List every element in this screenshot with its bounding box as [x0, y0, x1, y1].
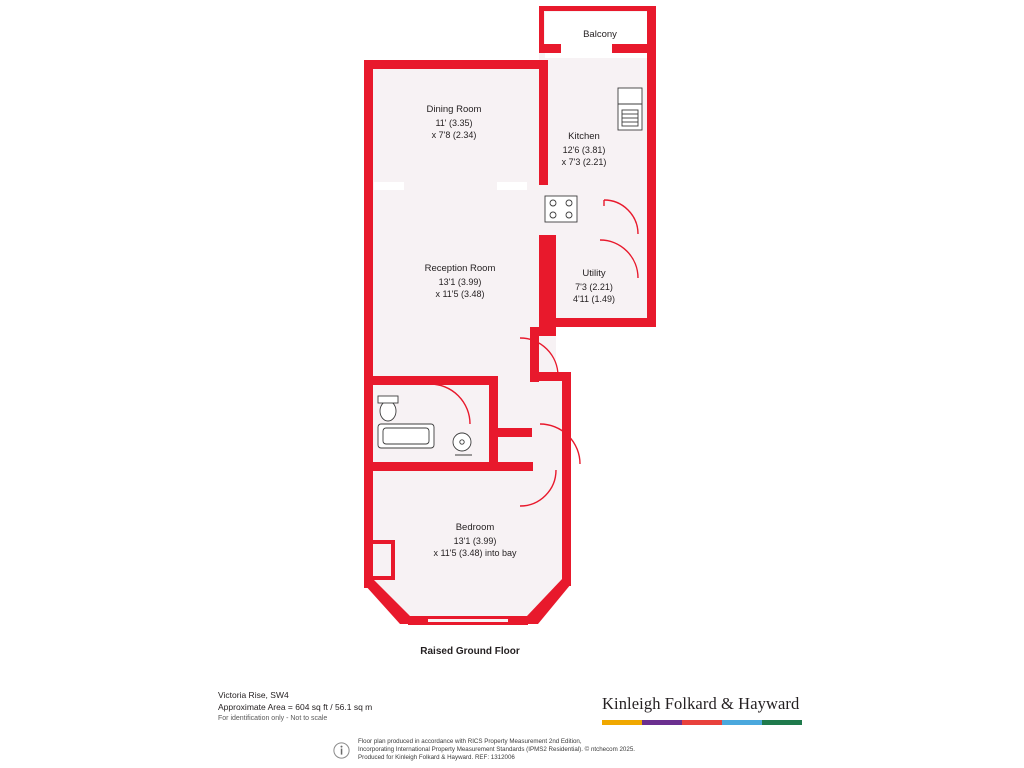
room-dimension-imperial: 11' (3.35)	[435, 117, 473, 128]
brand-color-bars	[602, 720, 802, 725]
brand-bar-5	[762, 720, 802, 725]
room-dimension-metric: x 7'3 (2.21)	[561, 157, 607, 167]
balcony-label: Balcony	[583, 29, 617, 40]
floor-title: Raised Ground Floor	[420, 646, 520, 657]
brand-bar-1	[602, 720, 642, 725]
brand-name: Kinleigh Folkard & Hayward	[602, 694, 800, 713]
room-label-bedroom	[405, 522, 545, 560]
room-dimension-metric: x 11'5 (3.48)	[435, 289, 485, 299]
disclaimer-line-1: Floor plan produced in accordance with RICS Property Measurement 2nd Edition,	[358, 738, 582, 745]
room-dimension-imperial: 13'1 (3.99)	[438, 276, 482, 287]
room-name: Kitchen	[568, 131, 600, 142]
brand-block	[602, 694, 812, 725]
room-dimension-imperial: 13'1 (3.99)	[453, 535, 497, 546]
approximate-area: Approximate Area = 604 sq ft / 56.1 sq m	[218, 701, 373, 712]
room-label-dining-room	[389, 104, 519, 142]
label-balcony	[560, 29, 640, 42]
room-dimension-imperial: 12'6 (3.81)	[562, 144, 606, 155]
plan-footer	[218, 690, 372, 725]
room-dimension-metric: 4'11 (1.49)	[572, 294, 616, 304]
disclaimer-line-3: Produced for Kinleigh Folkard & Hayward.	[358, 754, 474, 762]
property-address: Victoria Rise, SW4	[218, 690, 289, 700]
disclaimer-text	[358, 738, 778, 763]
room-dimension-metric: x 7'8 (2.34)	[431, 130, 477, 140]
room-name: Reception Room	[424, 263, 496, 274]
room-name: Bedroom	[455, 522, 495, 533]
room-name: Dining Room	[426, 104, 482, 115]
room-dimension-metric: x 11'5 (3.48) into bay	[433, 548, 517, 558]
room-name: Utility	[582, 268, 606, 279]
identification-note: For identification only - Not to scale	[218, 715, 328, 722]
room-label-utility	[534, 268, 654, 306]
disclaimer-line-2: Incorporating International Property Measurement Standards (IPMS2 Residential).	[358, 746, 583, 754]
info-icon	[333, 742, 350, 759]
disclaimer-ref: REF: 1312006	[474, 754, 515, 762]
room-label-kitchen	[524, 131, 644, 169]
brand-bar-4	[722, 720, 762, 725]
brand-bar-3	[682, 720, 722, 725]
room-label-reception-room	[390, 263, 530, 301]
brand-bar-2	[642, 720, 682, 725]
room-dimension-imperial: 7'3 (2.21)	[575, 281, 613, 292]
disclaimer-copyright: © ntchecom 2025.	[584, 746, 635, 754]
